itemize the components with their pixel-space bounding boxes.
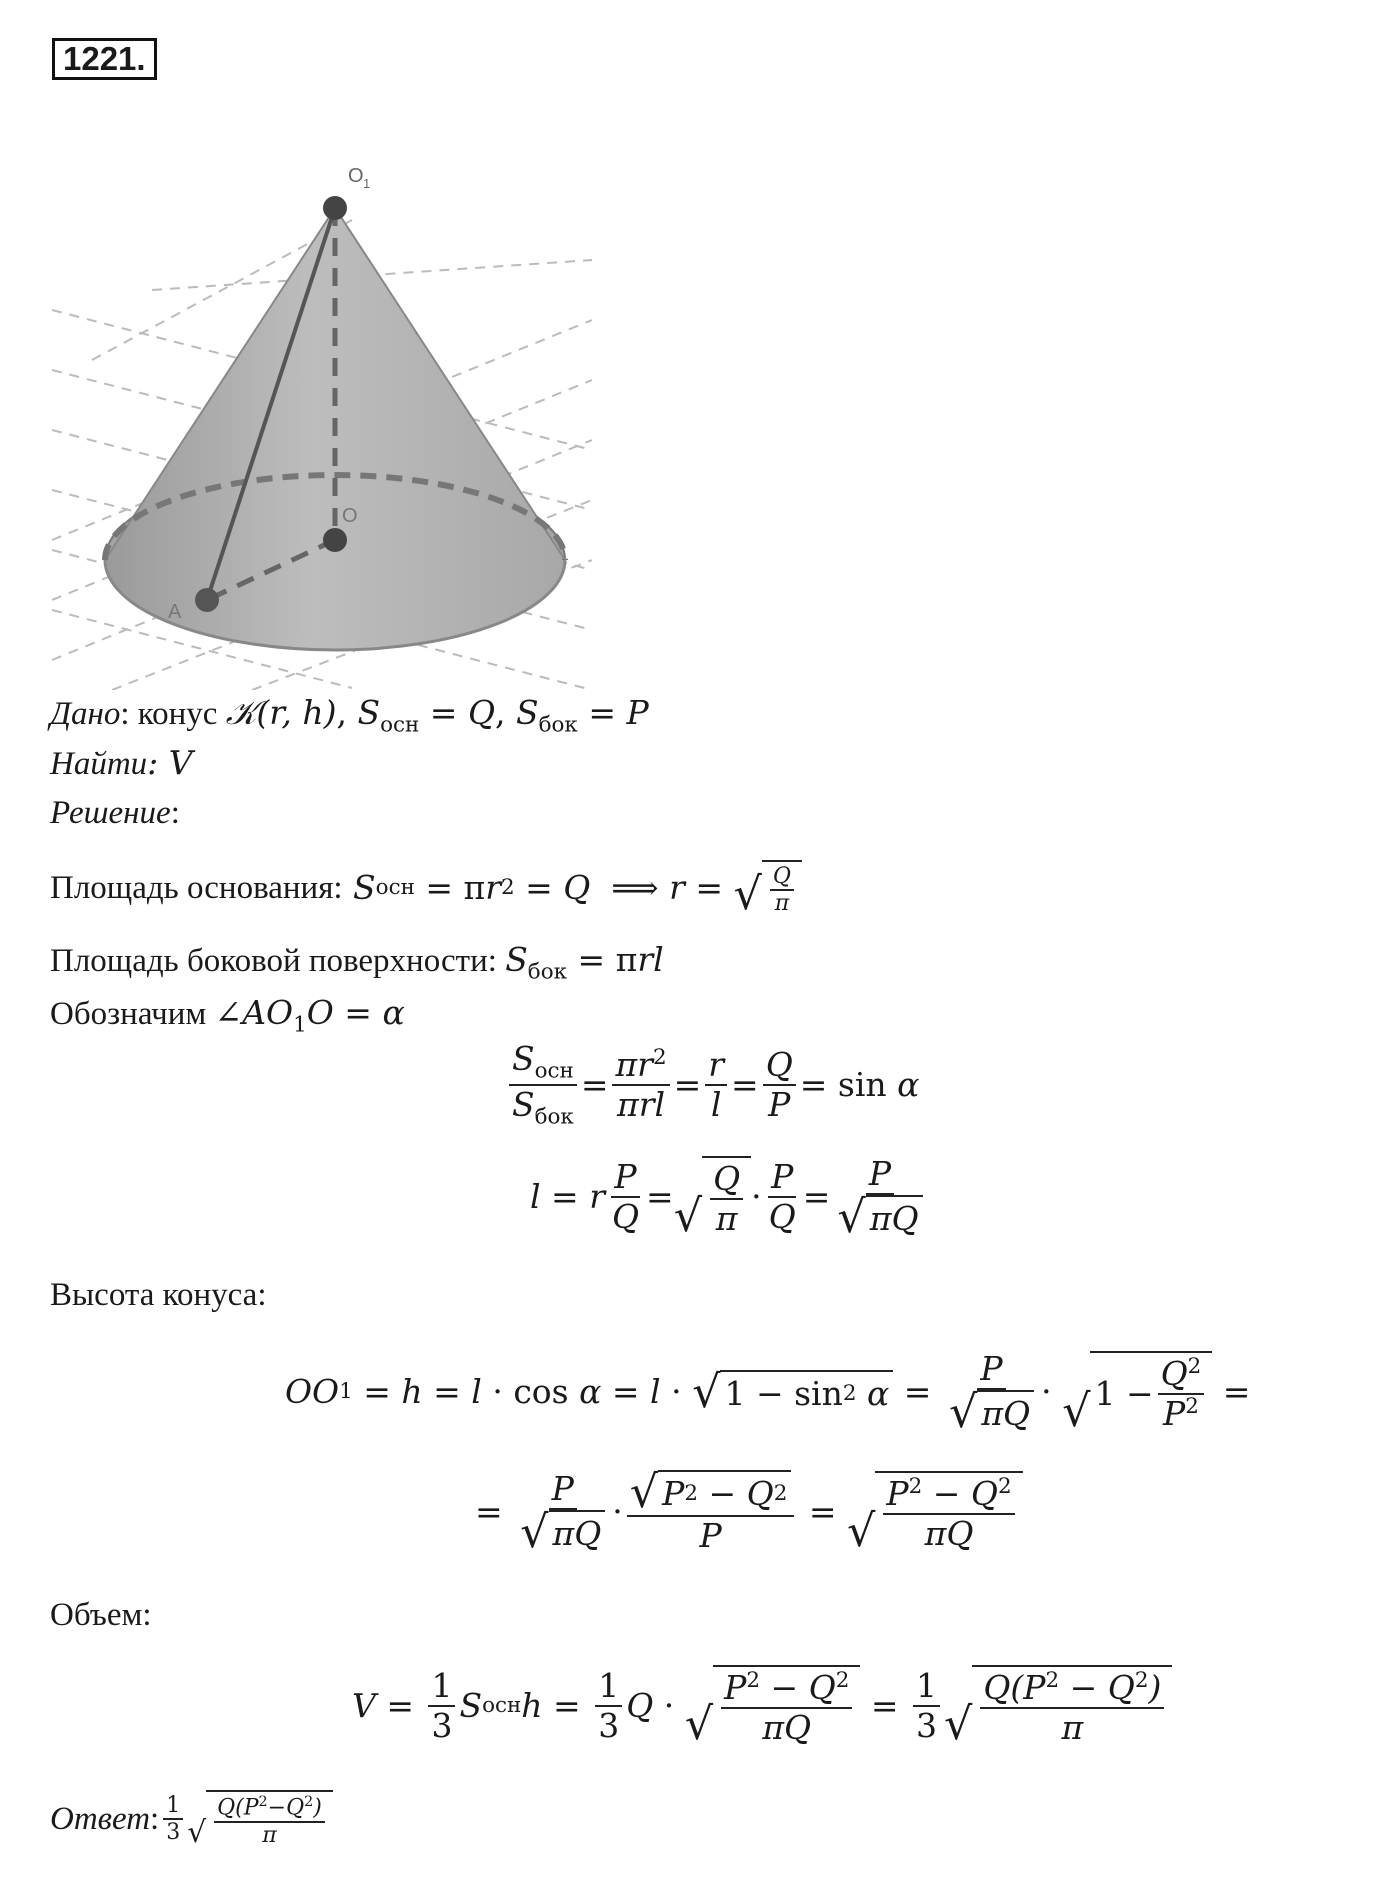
solution-heading: Решение: [50,795,180,831]
ratio-equation: $\frac{S_{осн}}{S_{бок}}$ = $\frac{\pi r^2}{\text{πrl}}$ = $\frac{r}{l}$ = $\frac{Q}{P}$ = sin α [505,1040,919,1131]
answer-line: Ответ : $\frac{1}{3}$ √ $\frac{Q(P^2-Q^2)}{\pi}$ [50,1790,333,1848]
volume-heading: Объем: [50,1597,152,1633]
point-o [323,528,347,552]
problem-number: 1221. [52,38,157,80]
generator-equation: l = r $\frac{P}{Q}$ = √ $\frac{Q}{\pi}$ · $\frac{P}{Q}$ = P √ πQ [530,1155,930,1239]
point-a [195,588,219,612]
volume-equation: V = $\frac{1}{3}$ S осн h = $\frac{1}{3}$ Q · √ $\frac{P^2 - Q^2}{\pi Q}$ = $\frac{1}{3}$ √ $\frac{Q(P^2 - Q^2)}{\pi}$ [352,1665,1172,1747]
cone-figure [52,160,592,690]
denote-line: Обозначим $\angle AO_1O = \alpha$ [50,993,405,1038]
height-heading: Высота конуса: [50,1277,267,1313]
svg-text:1: 1 [363,176,371,191]
base-area-line: Площадь основания: S осн = π r 2 = Q ⟹ r = √ $\frac{Q}{\pi}$ [50,860,802,917]
lateral-area-line: Площадь боковой поверхности: $S_{бок} = \pi rl$ [50,940,664,985]
point-o1 [323,196,347,220]
height-equation-2: = P √ πQ · √ P 2 − Q 2 P = √ $\frac{P^2 - Q^2}{\pi Q}$ [475,1470,1023,1554]
label-o1: O [348,165,364,187]
label-o: O [342,505,358,527]
find-line: Найти: V [50,743,193,782]
label-a: A [168,601,182,623]
given-line: Дано: конус 𝒦(r, h), $S_{осн} = Q$, $S_{бок} = P$ [50,693,649,738]
height-equation-1: OO 1 = h = l · cos α = l · √ 1 − sin 2 α = P √ πQ · √ 1 − $\frac{Q^2}{P^2}$ = [285,1349,1251,1438]
